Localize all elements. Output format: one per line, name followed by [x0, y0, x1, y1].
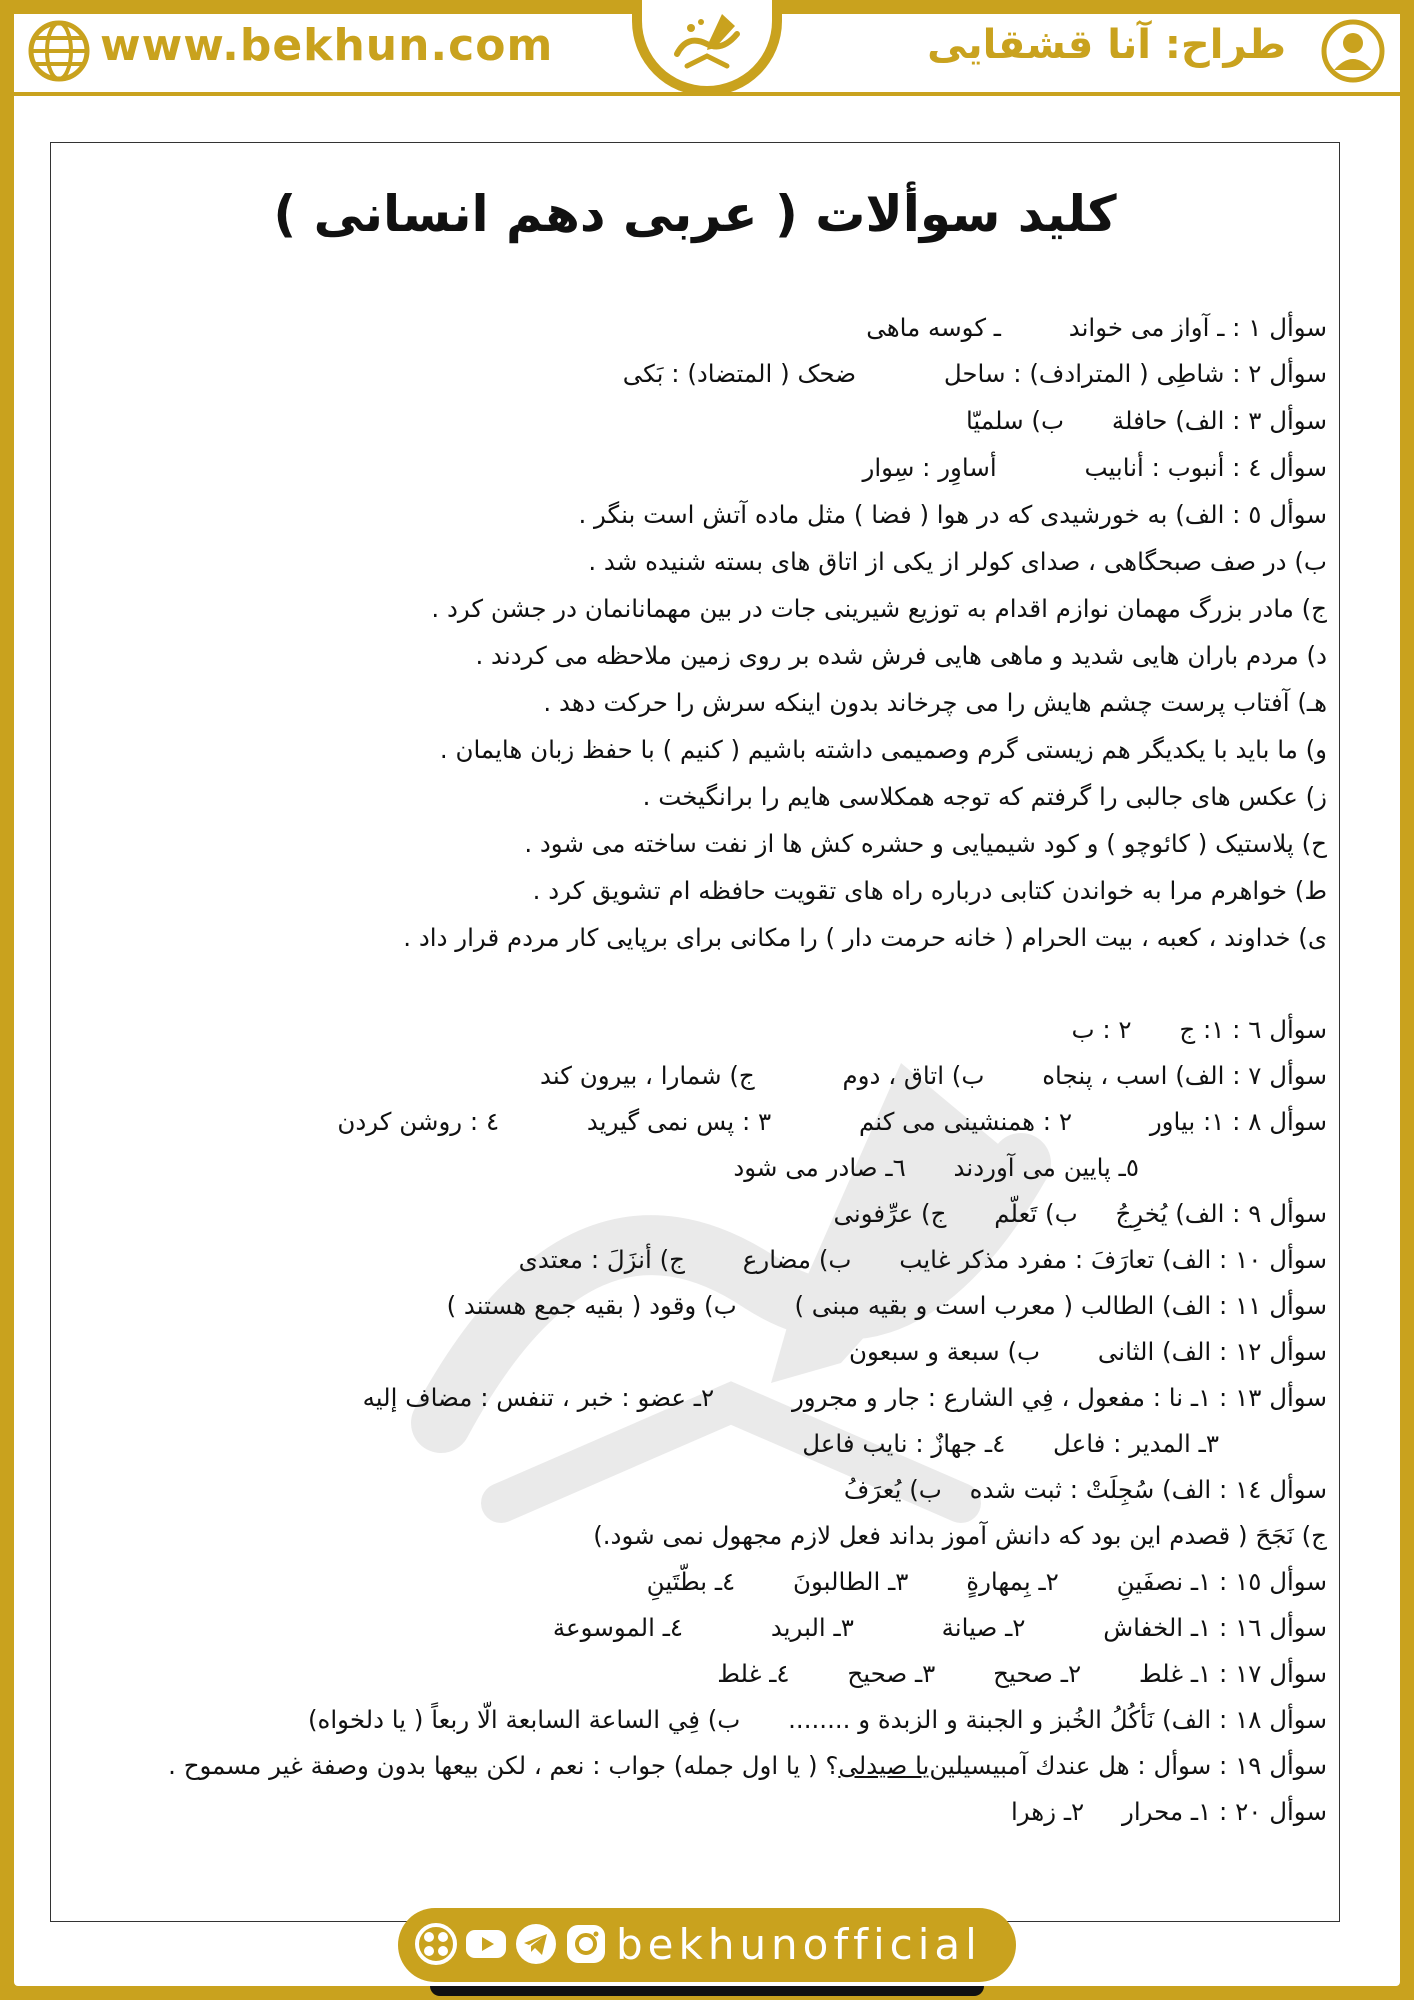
site-url-link[interactable]: www.bekhun.com [100, 20, 554, 71]
answer-line [553, 1613, 1327, 1657]
answer-line [447, 1291, 1327, 1335]
answer-text: ۳ـ البرید [770, 1613, 854, 1642]
answer-text: ج) عرِّفونی [833, 1199, 947, 1228]
answer-line [844, 1475, 1327, 1519]
answer-text: ب) در صف صبحگاهی ، صدای کولر از یکی از اتاق های بسته شنیده شد . [588, 547, 1327, 576]
answer-text: ۲ـ بِمهارةٍ [966, 1567, 1059, 1596]
answer-text: سوأل ۳ : الف) حافلة [1111, 406, 1327, 435]
answer-text: ٤ـ غلط [717, 1659, 790, 1688]
answer-text: سوأل ۱۹ : سوأل : هل عندك آمبیسیلین [929, 1751, 1327, 1780]
document-title: کلید سوألات ( عربی دهم انسانی ) [273, 185, 1117, 243]
answer-line [593, 1521, 1327, 1565]
answer-text: سوأل ۱۰ : الف) تعارَفَ : مفرد مذکر غایب [899, 1245, 1327, 1274]
answer-line [966, 406, 1327, 450]
answer-text: سوأل ٤ : أنبوب : أنابیب [1084, 453, 1327, 482]
answer-text: ـ کوسه ماهی [866, 313, 1001, 342]
answer-line [524, 829, 1327, 873]
answer-text: سوأل ۱۱ : الف) الطالب ( معرب است و بقیه مبنی ) [794, 1291, 1327, 1320]
instagram-icon[interactable] [564, 1922, 608, 1966]
answer-text: ؟ ( یا اول جمله) جواب : نعم ، لکن بیعها بدون وصفة غیر مسموح . [168, 1751, 839, 1780]
answer-line [833, 1199, 1327, 1243]
answer-line [363, 1383, 1327, 1427]
answer-text: د) مردم باران هایی شدید و ماهی هایی فرش شده بر روی زمین ملاحظه می کردند . [475, 641, 1327, 670]
answer-line [623, 359, 1327, 403]
answer-line [643, 782, 1327, 826]
telegram-icon[interactable] [514, 1922, 558, 1966]
answer-text: ٥ـ پایین می آوردند [953, 1153, 1139, 1182]
footer-social-bar [398, 1908, 1016, 1982]
answer-text: ۲ـ عضو : خبر ، تنفس : مضاف إلیه [362, 1383, 715, 1412]
answer-text: ٤ـ بطّتَینِ [646, 1567, 736, 1596]
answer-line [733, 1153, 1139, 1197]
answer-text: ج) أنزَلَ : معتدی [518, 1245, 685, 1274]
answer-line [802, 1429, 1219, 1473]
answer-text: ب) سبعة و سبعون [849, 1337, 1041, 1366]
youtube-icon[interactable] [464, 1922, 508, 1966]
answer-text: ب) سلمیّا [965, 406, 1065, 435]
answer-text: سوأل ۱۷ : ۱ـ غلط [1138, 1659, 1327, 1688]
answer-text: ۳ـ المدیر : فاعل [1053, 1429, 1219, 1458]
answer-line [308, 1705, 1327, 1749]
answer-text: ب) فِي الساعة السابعة الّا ربعاً ( یا دلخواه) [307, 1705, 741, 1734]
answer-line [717, 1659, 1327, 1703]
answer-text: ۲ : همنشینی می کنم [859, 1107, 1073, 1136]
answer-line [533, 876, 1327, 920]
answer-text: ٤ـ جهازٌ : نایب فاعل [802, 1429, 1006, 1458]
answer-line [540, 1061, 1327, 1105]
answer-text: ز) عکس های جالبی را گرفتم که توجه همکلاسی هایم را برانگیخت . [642, 782, 1327, 811]
answer-text: ب) مضارع [742, 1245, 852, 1274]
answer-text: ٤ـ الموسوعة [552, 1613, 684, 1642]
answer-text: ۲ : ب [1071, 1015, 1132, 1044]
answer-text: سوأل ۲ : شاطِی ( المترادف) : ساحل [943, 359, 1327, 388]
answer-line [849, 1337, 1327, 1381]
social-handle[interactable]: bekhunofficial [616, 1920, 982, 1969]
bekhun-logo-icon[interactable] [667, 4, 747, 80]
answer-line [1011, 1797, 1327, 1841]
answer-text: ۳ـ الطالبونَ [792, 1567, 909, 1596]
answer-text: سوأل ۱ : ـ آواز می خواند [1068, 313, 1327, 342]
answer-text: سوأل ۱٥ : ۱ـ نصفَینِ [1116, 1567, 1327, 1596]
answer-text: سوأل ۱٤ : الف) سُجِلَتْ : ثبت شده [969, 1475, 1327, 1504]
footer-shadow [430, 1986, 984, 1996]
answer-line [403, 923, 1327, 967]
answer-text: ۳ : پس نمی گیرید [586, 1107, 772, 1136]
answer-text: ج) نَجَحَ ( قصدم این بود که دانش آموز بداند فعل لازم مجهول نمی شود.) [593, 1521, 1327, 1550]
answer-text-underlined: یا صیدلی [838, 1751, 930, 1780]
answer-line [519, 1245, 1327, 1289]
answer-line [431, 594, 1327, 638]
answer-text: ۲ـ صحیح [993, 1659, 1082, 1688]
answer-text: سوأل ۹ : الف) یُخرِجُ [1115, 1199, 1327, 1228]
answer-key-document [50, 142, 1340, 1922]
answer-text: سوأل ۱۳ : ۱ـ نا : مفعول ، فِي الشارع : جار و مجرور [791, 1383, 1327, 1412]
answer-text: ب) یُعرَفُ [843, 1475, 942, 1504]
answer-line [578, 500, 1327, 544]
answer-text: ح) پلاستیک ( کائوچو ) و کود شیمیایی و حشره کش ها از نفت ساخته می شود . [524, 829, 1327, 858]
answer-text: ج) مادر بزرگ مهمان نوازم اقدام به توزیع شیرینی جات در بین مهمانانمان در جشن کرد . [431, 594, 1327, 623]
answer-text: ۲ـ صیانة [941, 1613, 1026, 1642]
answer-text: ج) شمارا ، بیرون کند [540, 1061, 755, 1090]
answer-text: سوأل ۷ : الف) اسب ، پنجاه [1042, 1061, 1327, 1090]
answer-text: ضحک ( المتضاد) : بَکی [622, 359, 857, 388]
answer-line [863, 453, 1327, 497]
globe-icon[interactable] [28, 20, 90, 82]
answer-line [440, 735, 1327, 779]
answer-text: سوأل ۱٦ : ۱ـ الخفاش [1103, 1613, 1327, 1642]
answer-text: سوأل ۲۰ : ۱ـ محرار [1122, 1797, 1327, 1826]
answer-text: ۳ـ صحیح [847, 1659, 936, 1688]
answer-text: ب) اتاق ، دوم [842, 1061, 985, 1090]
answer-line [168, 1751, 1327, 1795]
answer-text: سوأل ۸ : ۱: بیاور [1149, 1107, 1327, 1136]
answer-text: سوأل ٥ : الف) به خورشیدی که در هوا ( فضا ) مثل ماده آتش است بنگر . [578, 500, 1327, 529]
answer-text: ب) وقود ( بقیه جمع هستند ) [446, 1291, 737, 1320]
answer-text: ط) خواهرم مرا به خواندن کتابی درباره راه های تقویت حافظه ام تشویق کرد . [532, 876, 1327, 905]
answer-line [1071, 1015, 1327, 1059]
answer-text: ٤ : روشن کردن [337, 1107, 500, 1136]
designer-credit: طراح: آنا قشقایی [927, 22, 1286, 68]
answer-text: و) ما باید با یکدیگر هم زیستی گرم وصمیمی داشته باشیم ( کنیم ) با حفظ زبان هایمان . [439, 735, 1327, 764]
answer-line [588, 547, 1327, 591]
answer-line [337, 1107, 1327, 1151]
answer-text: سوأل ۱۲ : الف) الثانی [1097, 1337, 1327, 1366]
answer-text: سوأل ٦ : ۱: ج [1179, 1015, 1327, 1044]
user-icon [1320, 18, 1386, 84]
answer-text: ٦ـ صادر می شود [733, 1153, 906, 1182]
answer-text: هـ) آفتاب پرست چشم هایش را می چرخاند بدون اینکه سرش را حرکت دهد . [543, 688, 1327, 717]
answer-text: ی) خداوند ، کعبه ، بیت الحرام ( خانه حرمت دار ) را مکانی برای برپایی کار مردم قرار داد . [403, 923, 1327, 952]
answer-text: ۲ـ زهرا [1010, 1797, 1085, 1826]
answer-line [647, 1567, 1327, 1611]
answer-line [475, 641, 1327, 685]
answer-text: أساوِر : سِوار [862, 453, 997, 482]
aparat-icon[interactable] [414, 1922, 458, 1966]
answer-line [866, 313, 1327, 357]
answer-text: سوأل ۱۸ : الف) نَأكُلُ الخُبز و الجبنة و الزبدة و ........ [788, 1705, 1327, 1734]
answer-line [543, 688, 1327, 732]
answer-text: ب) تَعلّم [994, 1199, 1078, 1228]
